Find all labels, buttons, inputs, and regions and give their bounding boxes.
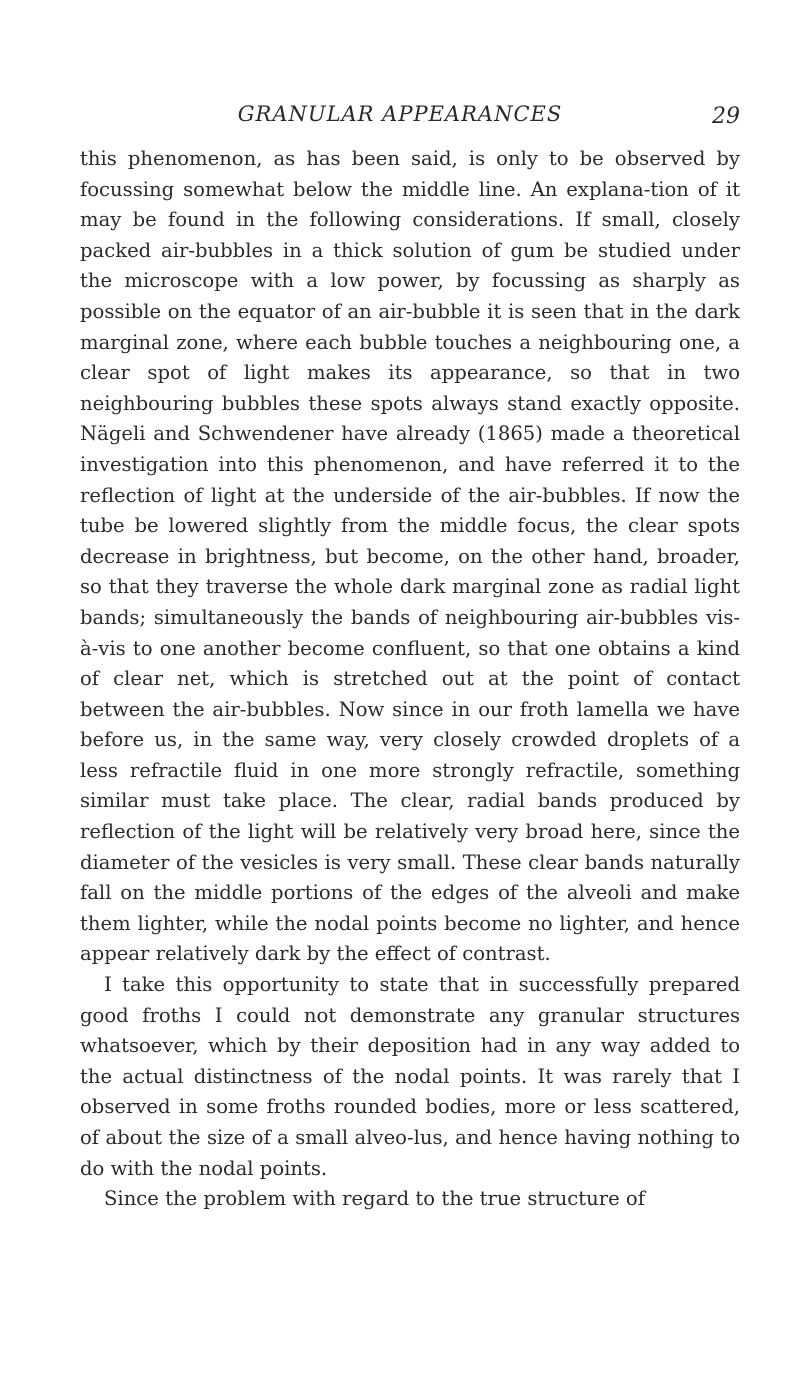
paragraph-continued: this phenomenon, as has been said, is only to be observed by focussing somewhat below the middle line. An explana-tion of it may be found in the following considerations. If small, closely packed air-bubbles in a thick solution of gum be studied under the microscope with a low power, by focussing as sharply as possible on the equator of an air-bubble it is seen that in the dark marginal zone, where each bubble touches a neighbouring one, a clear spot of light makes its appearance, so that in two neighbouring bubbles these spots always stand exactly opposite. Nägeli and Schwendener have already (1865) made a theoretical investigation into this phenomenon, and have referred it to the reflection of light at the underside of the air-bubbles. If now the tube be lowered slightly from the middle focus, the clear spots decrease in brightness, but become, on the other hand, broader, so that they traverse the whole dark marginal zone as radial light bands; simultaneously the bands of neighbouring air-bubbles vis-à-vis to one another become confluent, so that one obtains a kind of clear net, which is stretched out at the point of contact between the air-bubbles. Now since in our froth lamella we have before us, in the same way, very closely crowded droplets of a less refractile fluid in one more strongly refractile, something similar must take place. The clear, radial bands produced by reflection of the light will be relatively very broad here, since the diameter of the vesicles is very small. These clear bands naturally fall on the middle portions of the edges of the alveoli and make them lighter, while the nodal points become no lighter, and hence appear relatively dark by the effect of contrast. (80, 147, 740, 966)
body-text (80, 144, 740, 1215)
running-title: GRANULAR APPEARANCES (237, 102, 563, 126)
running-head (80, 100, 740, 132)
page-number: 29 (712, 104, 740, 129)
paragraph-true-structure: Since the problem with regard to the true structure of (104, 1187, 645, 1211)
paragraph-granular-structures: I take this opportunity to state that in successfully prepared good froths I could not demonstrate any granular structures whatsoever, which by their deposition had in any way added to the actual distinctness of the nodal points. It was rarely that I observed in some froths rounded bodies, more or less scattered, of about the size of a small alveo-lus, and hence having nothing to do with the nodal points. (80, 973, 740, 1180)
